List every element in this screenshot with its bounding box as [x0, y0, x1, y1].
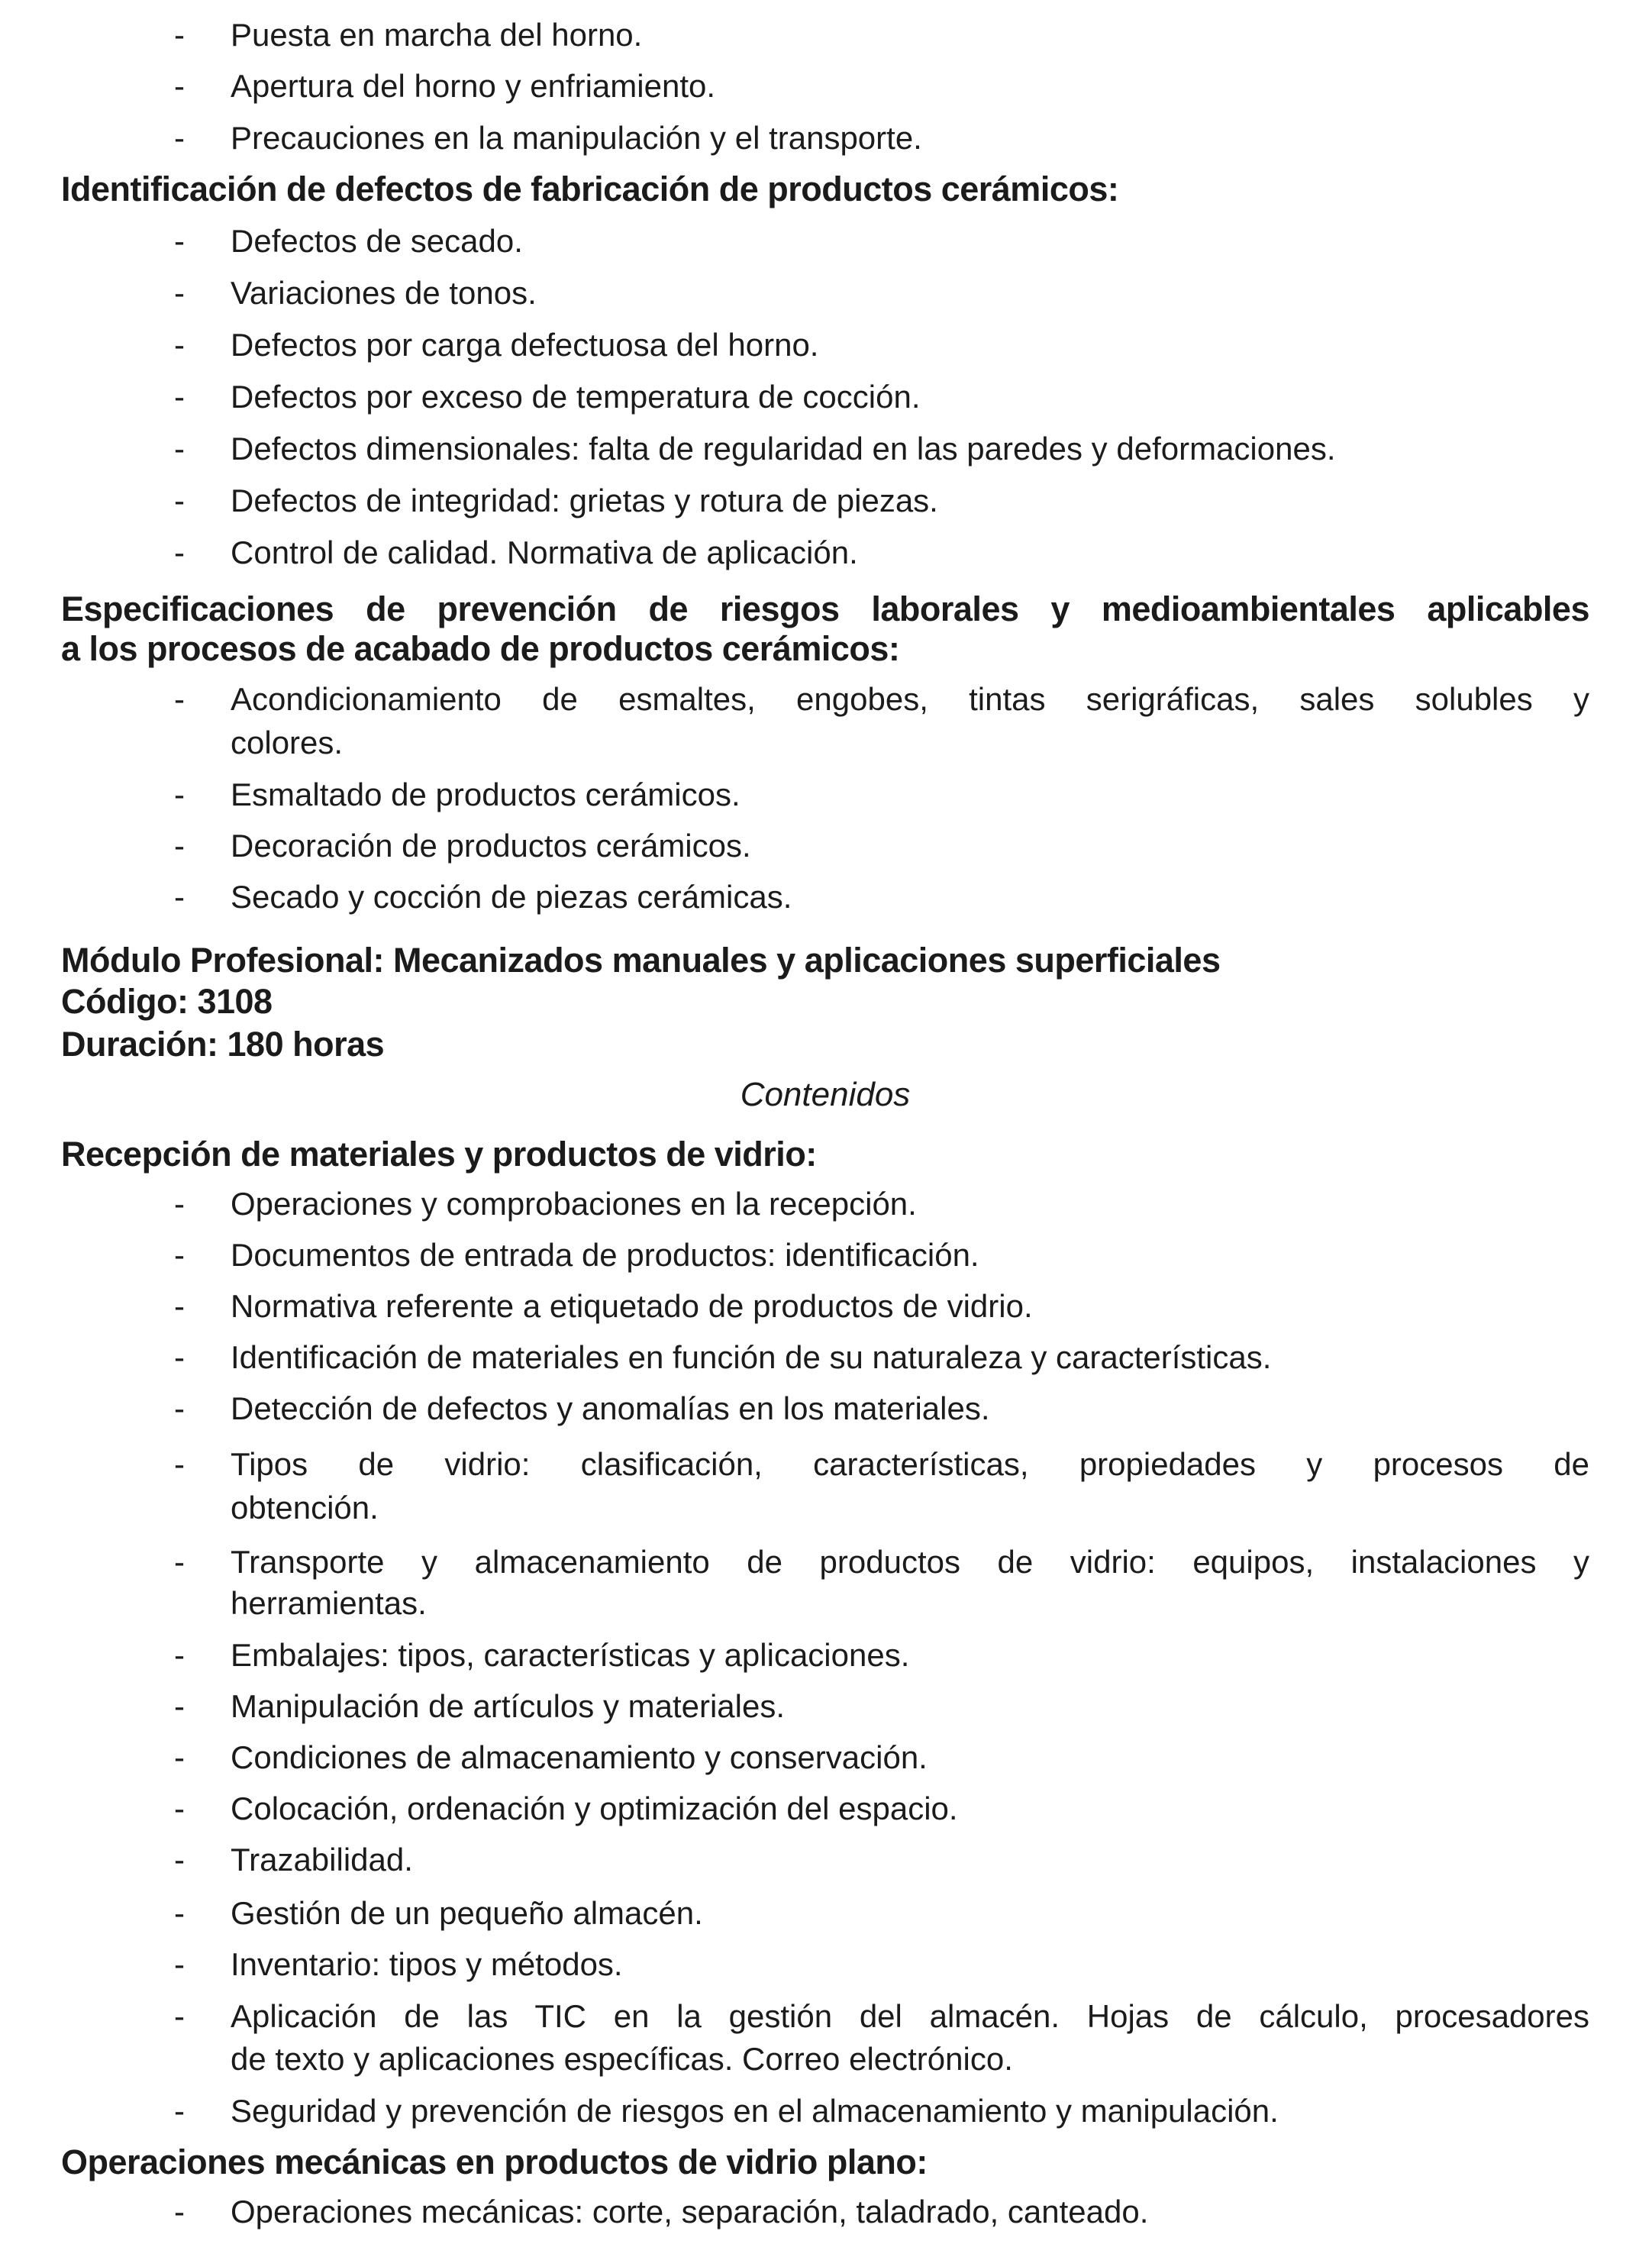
section-heading-spec-line1: Especificaciones de prevención de riesgos laborales y medioambientales aplicables: [61, 589, 1589, 628]
bullet-dash: -: [174, 1339, 185, 1375]
module-code: Código: 3108: [61, 982, 273, 1021]
bullet-dash: -: [174, 1237, 185, 1273]
list-item-text: Defectos de integridad: grietas y rotura de piezas.: [231, 483, 938, 518]
list-item: [174, 122, 1589, 154]
bullet-dash: -: [174, 1842, 185, 1878]
list-item-text: Identificación de materiales en función de su naturaleza y características.: [231, 1339, 1272, 1375]
bullet-dash: -: [174, 1446, 185, 1482]
bullet-dash: -: [174, 1790, 185, 1826]
list-item-text: Aplicación de las TIC en la gestión del almacén. Hojas de cálculo, procesadores: [231, 1998, 1589, 2034]
list-item: [174, 1690, 1589, 1723]
list-item-text: Secado y cocción de piezas cerámicas.: [231, 879, 792, 915]
bullet-dash: -: [174, 1390, 185, 1426]
module-duration: Duración: 180 horas: [61, 1025, 385, 1064]
bullet-dash: -: [174, 431, 185, 467]
list-item: [174, 1946, 1589, 1982]
list-item: [174, 1790, 1589, 1826]
list-item-text: Variaciones de tonos.: [231, 275, 537, 311]
list-item: [174, 225, 1589, 257]
section-heading-defects: Identificación de defectos de fabricación de productos cerámicos:: [61, 170, 1119, 208]
list-item-text: Defectos por carga defectuosa del horno.: [231, 327, 819, 363]
list-item: [174, 1239, 1589, 1271]
bullet-dash: -: [174, 1998, 185, 2034]
list-item: [174, 19, 1589, 51]
list-item-text: Transporte y almacenamiento de productos de vidrio: equipos, instalaciones y: [231, 1544, 1589, 1580]
list-item-continuation: colores.: [231, 725, 344, 760]
bullet-dash: -: [174, 681, 185, 717]
list-item: [174, 779, 1589, 811]
list-item-continuation: de texto y aplicaciones específicas. Correo electrónico.: [231, 2041, 1013, 2077]
list-item-text: Defectos de secado.: [231, 223, 523, 259]
bullet-dash: -: [174, 68, 185, 104]
list-item-text: Embalajes: tipos, características y aplicaciones.: [231, 1637, 910, 1673]
list-item: [174, 1290, 1589, 1322]
bullet-dash: -: [174, 2093, 185, 2129]
bullet-dash: -: [174, 483, 185, 518]
list-item-text: Documentos de entrada de productos: identificación.: [231, 1237, 979, 1273]
bullet-dash: -: [174, 2194, 185, 2230]
list-item: [174, 1448, 1589, 1480]
bullet-dash: -: [174, 223, 185, 259]
bullet-dash: -: [174, 1288, 185, 1324]
list-item: [174, 2095, 1589, 2127]
list-item-text: Gestión de un pequeño almacén.: [231, 1895, 703, 1931]
list-item-text: Condiciones de almacenamiento y conservación.: [231, 1739, 928, 1775]
list-item-text: Inventario: tipos y métodos.: [231, 1946, 623, 1982]
list-item-text: Trazabilidad.: [231, 1842, 413, 1878]
list-item-text: Manipulación de artículos y materiales.: [231, 1688, 786, 1724]
list-item-text: Operaciones y comprobaciones en la recepción.: [231, 1186, 917, 1222]
list-item-text: Decoración de productos cerámicos.: [231, 828, 751, 864]
list-item: [174, 881, 1589, 913]
bullet-dash: -: [174, 120, 185, 156]
section-heading-operations: Operaciones mecánicas en productos de vidrio plano:: [61, 2142, 928, 2181]
list-item: [174, 329, 1589, 361]
list-item-text: Apertura del horno y enfriamiento.: [231, 68, 716, 104]
bullet-dash: -: [174, 1688, 185, 1724]
contents-label: Contenidos: [740, 1076, 911, 1113]
list-item-continuation: herramientas.: [231, 1585, 427, 1621]
list-item: [174, 70, 1589, 102]
bullet-dash: -: [174, 17, 185, 53]
list-item: [174, 485, 1589, 517]
list-item: [174, 1897, 1589, 1929]
list-item-text: Acondicionamiento de esmaltes, engobes, tintas serigráficas, sales solubles y: [231, 681, 1589, 717]
list-item: [174, 433, 1589, 465]
list-item-text: Detección de defectos y anomalías en los materiales.: [231, 1390, 990, 1426]
list-item: [174, 381, 1589, 413]
list-item-text: Esmaltado de productos cerámicos.: [231, 777, 740, 812]
bullet-dash: -: [174, 1186, 185, 1222]
bullet-dash: -: [174, 1544, 185, 1580]
list-item: [174, 830, 1589, 862]
list-item: [174, 2196, 1589, 2228]
list-item: [174, 277, 1589, 309]
list-item: [174, 1844, 1589, 1876]
list-item: [174, 1339, 1589, 1375]
bullet-dash: -: [174, 327, 185, 363]
list-item-text: Normativa referente a etiquetado de productos de vidrio.: [231, 1288, 1033, 1324]
list-item: [174, 2000, 1589, 2033]
list-item-text: Puesta en marcha del horno.: [231, 17, 643, 53]
list-item-text: Operaciones mecánicas: corte, separación, taladrado, canteado.: [231, 2194, 1149, 2230]
module-title: Módulo Profesional: Mecanizados manuales y aplicaciones superficiales: [61, 941, 1221, 980]
list-item-text: Defectos dimensionales: falta de regularidad en las paredes y deformaciones.: [231, 431, 1336, 467]
section-heading-reception: Recepción de materiales y productos de vidrio:: [61, 1135, 817, 1174]
list-item-text: Defectos por exceso de temperatura de cocción.: [231, 379, 921, 415]
list-item-text: Colocación, ordenación y optimización del espacio.: [231, 1790, 958, 1826]
list-item-text: Control de calidad. Normativa de aplicación.: [231, 534, 858, 570]
list-item: [174, 683, 1589, 715]
list-item: [174, 534, 1589, 570]
list-item-text: Tipos de vidrio: clasificación, características, propiedades y procesos de: [231, 1446, 1589, 1482]
bullet-dash: -: [174, 1895, 185, 1931]
bullet-dash: -: [174, 1946, 185, 1982]
bullet-dash: -: [174, 534, 185, 570]
list-item: [174, 1188, 1589, 1220]
section-heading-spec-line2: a los procesos de acabado de productos cerámicos:: [61, 629, 900, 668]
list-item-text: Precauciones en la manipulación y el transporte.: [231, 120, 922, 156]
list-item-continuation: obtención.: [231, 1490, 379, 1526]
list-item: [174, 1390, 1589, 1426]
bullet-dash: -: [174, 879, 185, 915]
bullet-dash: -: [174, 828, 185, 864]
list-item: [174, 1639, 1589, 1671]
list-item: [174, 1739, 1589, 1775]
list-item-text: Seguridad y prevención de riesgos en el almacenamiento y manipulación.: [231, 2093, 1279, 2129]
bullet-dash: -: [174, 1637, 185, 1673]
bullet-dash: -: [174, 275, 185, 311]
bullet-dash: -: [174, 379, 185, 415]
bullet-dash: -: [174, 1739, 185, 1775]
bullet-dash: -: [174, 777, 185, 812]
list-item: [174, 1546, 1589, 1578]
